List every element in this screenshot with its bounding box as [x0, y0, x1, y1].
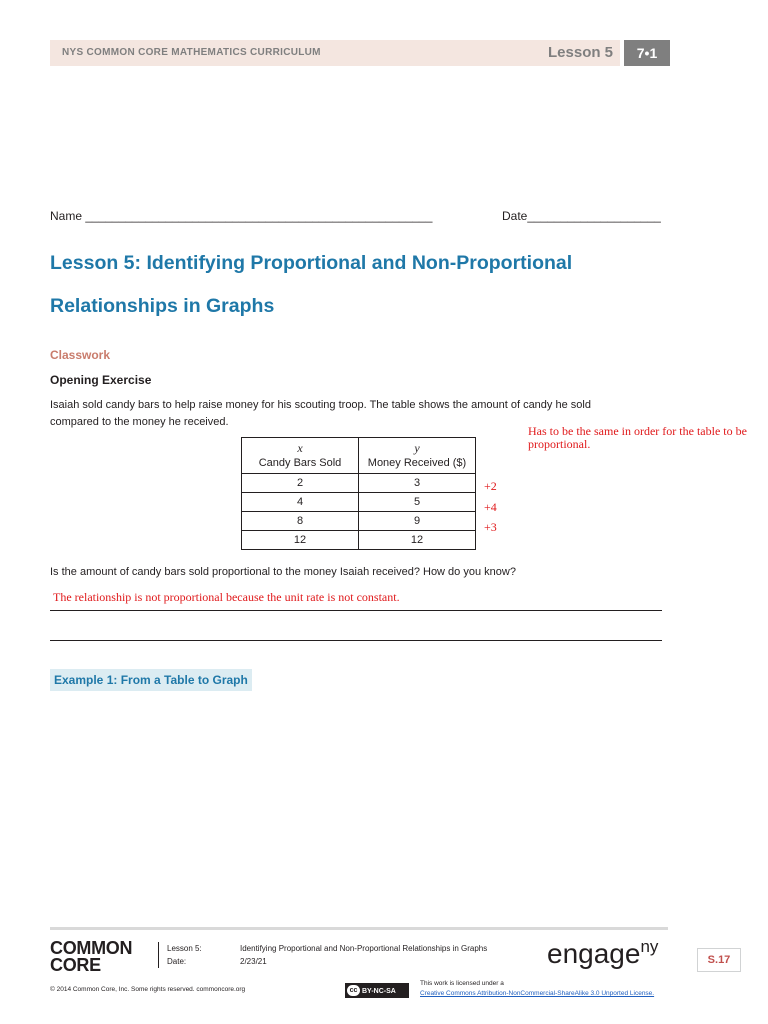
copyright-text: © 2014 Common Core, Inc. Some rights reserved. commoncore.org [50, 986, 246, 993]
answer-line [50, 640, 662, 641]
difference-annotation: +4 [484, 500, 497, 514]
footer-divider [158, 942, 159, 968]
answer-line [50, 610, 662, 611]
table-cell: 5 [359, 493, 476, 512]
handwritten-answer: The relationship is not proportional because the unit rate is not constant. [53, 590, 400, 604]
engageny-logo [547, 938, 658, 970]
x-variable: x [297, 441, 303, 455]
table-cell: 2 [242, 474, 359, 493]
license-link[interactable]: Creative Commons Attribution-NonCommercial-ShareAlike 3.0 Unported License. [420, 990, 655, 997]
classwork-heading: Classwork [50, 348, 111, 362]
curriculum-label: NYS COMMON CORE MATHEMATICS CURRICULUM [62, 47, 321, 58]
candy-bars-header-label: Candy Bars Sold [258, 457, 342, 469]
table-cell: 8 [242, 512, 359, 531]
ny-text: ny [640, 937, 659, 956]
footer-lesson-label: Lesson 5: [167, 944, 202, 953]
cc-icon: cc [347, 985, 360, 996]
difference-annotation: +2 [484, 479, 497, 493]
table-cell: 4 [242, 493, 359, 512]
exercise-text-line1: Isaiah sold candy bars to help raise money for his scouting troop. The table shows the amount of candy he sold [50, 399, 591, 411]
creative-commons-badge[interactable] [345, 983, 409, 998]
difference-annotation: +3 [484, 520, 497, 534]
exercise-text-line2: compared to the money he received. [50, 416, 229, 428]
table-row [242, 493, 476, 512]
lesson-title-line2: Relationships in Graphs [50, 295, 275, 317]
footer-lesson-title: Identifying Proportional and Non-Proportional Relationships in Graphs [240, 944, 488, 953]
table-row [242, 474, 476, 493]
table-cell: 12 [242, 531, 359, 550]
page-number: S.17 [697, 948, 741, 972]
license-text: This work is licensed under a [420, 980, 504, 987]
table-row [242, 512, 476, 531]
lesson-title-line1: Lesson 5: Identifying Proportional and Non-Proportional [50, 252, 573, 274]
logo-line2: CORE [50, 955, 101, 975]
grade-module-badge: 7•1 [624, 40, 670, 66]
common-core-logo [50, 940, 132, 974]
header-money-received [359, 438, 476, 474]
opening-exercise-heading: Opening Exercise [50, 373, 152, 387]
money-received-header-label: Money Received ($) [367, 457, 467, 469]
logo-line1: COMMON [50, 938, 133, 958]
date-field: Date____________________ [502, 209, 661, 223]
question-text: Is the amount of candy bars sold proportional to the money Isaiah received? How do you know? [50, 566, 516, 578]
example1-heading: Example 1: From a Table to Graph [50, 669, 252, 691]
name-field: Name ____________________________________________________ [50, 209, 433, 223]
candy-money-table [241, 437, 476, 550]
header-candy-bars [242, 438, 359, 474]
y-variable: y [414, 441, 420, 455]
lesson-label: Lesson 5 [548, 44, 614, 61]
engage-text: engage [547, 938, 641, 969]
table-cell: 12 [359, 531, 476, 550]
table-cell: 3 [359, 474, 476, 493]
footer-date-label: Date: [167, 957, 187, 966]
handwritten-note: Has to be the same in order for the table to be proportional. [528, 424, 747, 451]
table-cell: 9 [359, 512, 476, 531]
footer-rule [50, 927, 668, 930]
cc-badge-label: BY-NC-SA [362, 988, 396, 995]
table-row [242, 531, 476, 550]
footer-date-value: 2/23/21 [240, 957, 267, 966]
table-header-row [242, 438, 476, 474]
